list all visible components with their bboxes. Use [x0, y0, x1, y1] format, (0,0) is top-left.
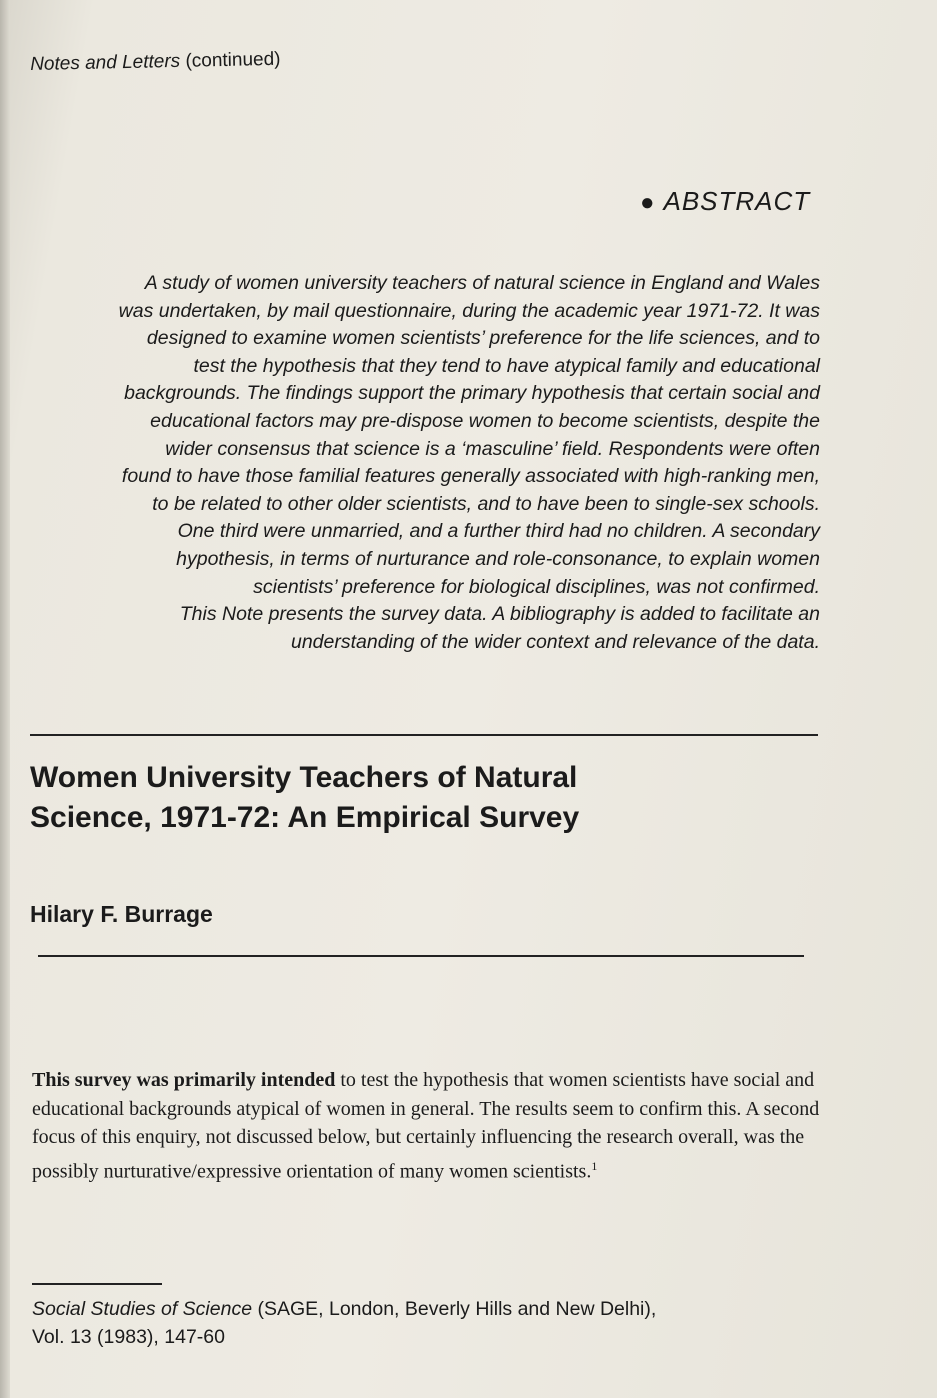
journal-name: Social Studies of Science — [32, 1298, 253, 1320]
page-spine-shadow — [0, 0, 10, 1398]
running-header — [30, 49, 281, 76]
abstract-line: wider consensus that science is a ‘masculine’ field. Respondents were often — [165, 437, 820, 460]
bullet-icon: ● — [640, 189, 656, 216]
article-title — [30, 758, 730, 838]
header-continued: (continued) — [185, 48, 281, 72]
abstract-line: found to have those familial features generally associated with high-ranking men, — [121, 465, 820, 488]
header-section-name: Notes and Letters — [30, 50, 181, 75]
abstract-line: A study of women university teachers of natural science in England and Wales — [144, 272, 820, 294]
abstract-line: backgrounds. The findings support the primary hypothesis that certain social and — [124, 382, 820, 405]
lead-in-text: This survey was primarily intended — [32, 1069, 336, 1091]
abstract-heading — [640, 186, 810, 217]
abstract-line: was undertaken, by mail questionnaire, during the academic year 1971-72. It was — [118, 299, 820, 322]
paragraph-text: to test the hypothesis that women scientists have social and educational backgrounds atypical of women in general. The results seem to confirm this. A second focus of this enquiry, not discussed below, but certainly influencing the research overall, was the possibly nurturative/expressive orientation of many women scientists. — [32, 1069, 820, 1183]
divider-rule — [38, 955, 804, 957]
footnote-marker: 1 — [591, 1158, 598, 1173]
abstract-line: scientists’ preference for biological disciplines, was not confirmed. — [253, 575, 820, 598]
citation-footer — [32, 1295, 656, 1351]
publisher-info: (SAGE, London, Beverly Hills and New Delhi), — [252, 1298, 657, 1320]
abstract-text — [30, 270, 820, 656]
abstract-line: understanding of the wider context and relevance of the data. — [290, 630, 820, 653]
author-name: Hilary F. Burrage — [30, 901, 213, 927]
abstract-line: designed to examine women scientists’ preference for the life sciences, and to — [146, 327, 820, 350]
body-paragraph — [32, 1066, 822, 1186]
title-line: Science, 1971-72: An Empirical Survey — [30, 801, 580, 834]
abstract-line: test the hypothesis that they tend to have atypical family and educational — [193, 354, 820, 377]
abstract-line: One third were unmarried, and a further third had no children. A secondary — [177, 520, 820, 543]
title-line: Women University Teachers of Natural — [30, 761, 578, 794]
abstract-line: This Note presents the survey data. A bibliography is added to facilitate an — [179, 603, 820, 626]
abstract-line: hypothesis, in terms of nurturance and role-consonance, to explain women — [176, 547, 820, 570]
divider-rule — [30, 734, 818, 736]
footnote-rule — [32, 1283, 162, 1285]
abstract-label: ABSTRACT — [663, 186, 811, 216]
volume-info: Vol. 13 (1983), 147-60 — [32, 1326, 225, 1348]
abstract-line: educational factors may pre-dispose women to become scientists, despite the — [150, 409, 820, 432]
abstract-line: to be related to other older scientists, and to have been to single-sex schools. — [152, 492, 820, 515]
